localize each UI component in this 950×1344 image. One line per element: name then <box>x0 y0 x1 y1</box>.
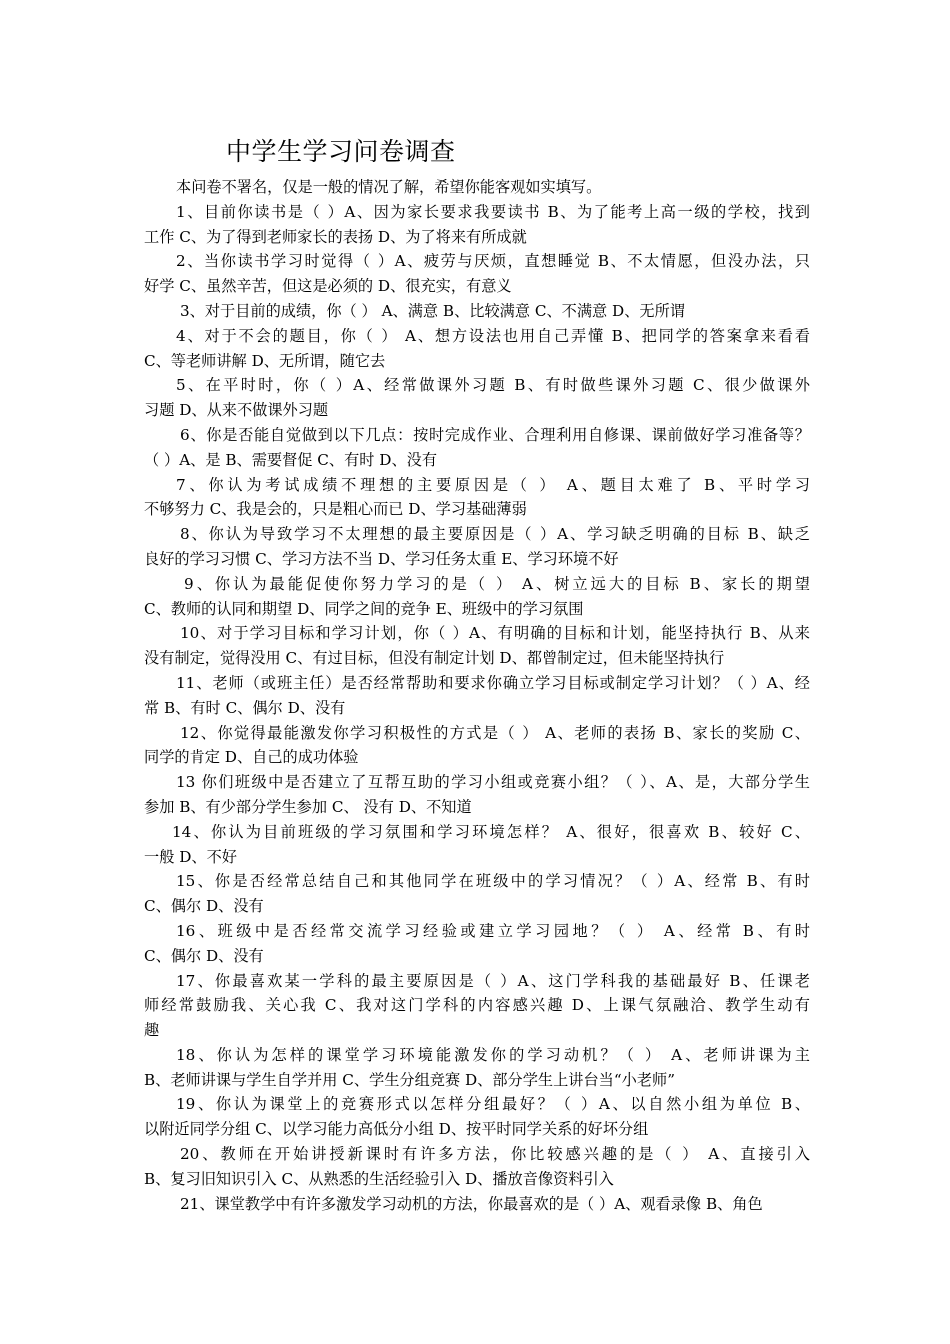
question-item <box>144 373 810 423</box>
question-text: 16、班级中是否经常交流学习经验或建立学习园地？（ ） A、经常 B、有时 <box>176 921 810 940</box>
question-text-continued: 趣 <box>144 1021 160 1040</box>
question-text-continued: C、等老师讲解 D、无所谓，随它去 <box>144 351 386 370</box>
question-text-continued: 习题 D、从来不做课外习题 <box>144 401 329 420</box>
question-item <box>144 324 810 374</box>
question-text: 15、你是否经常总结自己和其他同学在班级中的学习情况？（ ）A、经常 B、有时 <box>176 872 810 891</box>
question-text-continued: 参加 B、有少部分学生参加 C、 没有 D、不知道 <box>144 797 472 816</box>
question-item <box>144 1142 810 1192</box>
question-text: 6、你是否能自觉做到以下几点：按时完成作业、合理利用自修课、课前做好学习准备等？ <box>180 425 810 444</box>
question-item <box>144 721 810 771</box>
question-text: 17、你最喜欢某一学科的最主要原因是（ ）A、这门学科我的基础最好 B、任课老 <box>176 971 810 990</box>
intro-text: 本问卷不署名，仅是一般的情况了解，希望你能客观如实填写。 <box>176 178 602 196</box>
question-text: 13 你们班级中是否建立了互帮互助的学习小组或竞赛小组？（ ）、A、是，大部分学生 <box>176 773 810 792</box>
question-text: 4、对于不会的题目，你（ ） A、想方设法也用自己弄懂 B、把同学的答案拿来看看 <box>176 326 810 345</box>
questionnaire-body <box>144 175 810 1216</box>
question-text: 18、你认为怎样的课堂学习环境能激发你的学习动机？（ ） A、老师讲课为主 <box>176 1045 810 1064</box>
question-text: 9、你认为最能促使你努力学习的是（ ） A、树立远大的目标 B、家长的期望 <box>184 574 810 593</box>
question-item <box>144 473 810 523</box>
question-text: 21、课堂教学中有许多激发学习动机的方法，你最喜欢的是（ ）A、观看录像 B、角色 <box>180 1194 763 1213</box>
question-text-continued: 没有制定，觉得没用 C、有过目标，但没有制定计划 D、都曾制定过，但未能坚持执行 <box>144 649 725 668</box>
question-text-continued: 工作 C、为了得到老师家长的表扬 D、为了将来有所成就 <box>144 227 527 246</box>
question-text-continued: B、复习旧知识引入 C、从熟悉的生活经验引入 D、播放音像资料引入 <box>144 1169 614 1188</box>
question-text-continued: C、教师的认同和期望 D、同学之间的竞争 E、班级中的学习氛围 <box>144 599 584 618</box>
question-text-continued: 同学的肯定 D、自己的成功体验 <box>144 748 359 767</box>
question-item <box>144 423 810 473</box>
question-text-continued: 以附近同学分组 C、以学习能力高低分小组 D、按平时同学关系的好坏分组 <box>144 1120 649 1139</box>
question-text: 12、你觉得最能激发你学习积极性的方式是（ ） A、老师的表扬 B、家长的奖励 C、 <box>180 723 810 742</box>
question-text: 7、你认为考试成绩不理想的主要原因是（ ） A、题目太难了 B、平时学习 <box>176 475 810 494</box>
question-text-continued: 好学 C、虽然辛苦，但这是必须的 D、很充实，有意义 <box>144 277 512 296</box>
question-text-continued: 良好的学习习惯 C、学习方法不当 D、学习任务太重 E、学习环境不好 <box>144 549 619 568</box>
question-text-continued: （ ）A、是 B、需要督促 C、有时 D、没有 <box>144 450 438 469</box>
question-text: 14、你认为目前班级的学习氛围和学习环境怎样？ A、很好，很喜欢 B、较好 C、 <box>172 822 810 841</box>
question-item <box>144 1043 810 1093</box>
question-text: 8、你认为导致学习不太理想的最主要原因是（ ）A、学习缺乏明确的目标 B、缺乏 <box>180 525 810 544</box>
question-item <box>144 1192 810 1217</box>
question-item <box>144 299 810 324</box>
question-text-continued: 常 B、有时 C、偶尔 D、没有 <box>144 698 346 717</box>
question-text-continued: 不够努力 C、我是会的，只是粗心而已 D、学习基础薄弱 <box>144 500 527 519</box>
question-text-continued: C、偶尔 D、没有 <box>144 897 264 916</box>
question-item <box>144 1092 810 1142</box>
question-text-continued: C、偶尔 D、没有 <box>144 946 264 965</box>
question-text: 2、当你读书学习时觉得（ ）A、疲劳与厌烦，直想睡觉 B、不太情愿，但没办法，只 <box>176 252 810 271</box>
question-text: 3、对于目前的成绩，你（ ） A、满意 B、比较满意 C、不满意 D、无所谓 <box>180 301 685 320</box>
question-text: 5、在平时时，你（ ）A、经常做课外习题 B、有时做些课外习题 C、很少做课外 <box>176 376 810 395</box>
question-item <box>144 969 810 1043</box>
question-item <box>144 919 810 969</box>
question-text: 11、老师（或班主任）是否经常帮助和要求你确立学习目标或制定学习计划？（ ）A、经 <box>176 673 810 692</box>
question-item <box>144 621 810 671</box>
question-text-continued: 师经常鼓励我、关心我 C、我对这门学科的内容感兴趣 D、上课气氛融洽、教学生动有 <box>144 996 810 1015</box>
question-item <box>144 770 810 820</box>
question-item <box>144 200 810 250</box>
question-item <box>144 572 810 622</box>
question-list <box>144 200 810 1217</box>
question-item <box>144 249 810 299</box>
question-text: 19、你认为课堂上的竞赛形式以怎样分组最好？（ ）A、以自然小组为单位 B、 <box>176 1095 810 1114</box>
question-text-continued: B、老师讲课与学生自学并用 C、学生分组竞赛 D、部分学生上讲台当“小老师” <box>144 1070 675 1089</box>
question-item <box>144 869 810 919</box>
question-text-continued: 一般 D、不好 <box>144 847 237 866</box>
question-text: 1、目前你读书是（ ）A、因为家长要求我要读书 B、为了能考上高一级的学校，找到 <box>176 202 810 221</box>
question-text: 10、对于学习目标和学习计划，你（ ）A、有明确的目标和计划，能坚持执行 B、从来 <box>180 624 810 643</box>
question-text: 20、教师在开始讲授新课时有许多方法，你比较感兴趣的是（ ） A、直接引入 <box>180 1145 810 1164</box>
question-item <box>144 522 810 572</box>
question-item <box>144 671 810 721</box>
page-title: 中学生学习问卷调查 <box>226 137 456 166</box>
question-item <box>144 820 810 870</box>
